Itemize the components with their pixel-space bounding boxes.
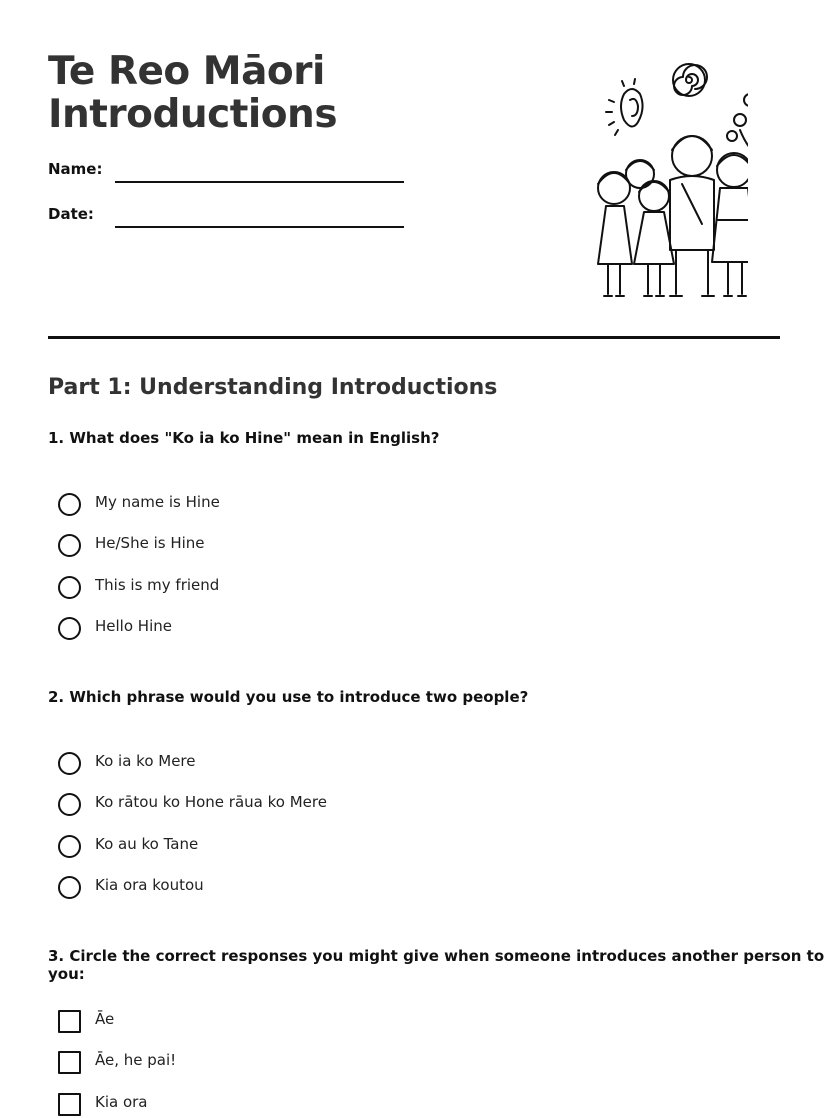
figure-girl-left: [598, 172, 632, 296]
worksheet-title: [48, 50, 337, 136]
option-label: This is my friend: [95, 576, 220, 594]
pendant-icon: [606, 79, 643, 135]
question-3: 3. Circle the correct responses you might give when someone introduces another person to you:: [48, 947, 825, 983]
name-blank-line[interactable]: [115, 181, 404, 183]
q3-option-3[interactable]: [58, 1092, 658, 1118]
option-label: Ko rātou ko Hone rāua ko Mere: [95, 793, 327, 811]
radio-button[interactable]: [58, 835, 81, 858]
q1-option-4[interactable]: [58, 616, 658, 642]
checkbox[interactable]: [58, 1051, 81, 1074]
option-label: Hello Hine: [95, 617, 172, 635]
worksheet-header: [48, 0, 780, 340]
question-1: 1. What does "Ko ia ko Hine" mean in English?: [48, 429, 440, 447]
radio-button[interactable]: [58, 576, 81, 599]
name-label: Name:: [48, 160, 103, 178]
title-line-1: Te Reo Māori: [48, 49, 325, 94]
figure-woman-right: [712, 153, 748, 296]
radio-button[interactable]: [58, 752, 81, 775]
checkbox[interactable]: [58, 1093, 81, 1116]
q3-option-1[interactable]: [58, 1009, 658, 1035]
option-label: Āe: [95, 1010, 115, 1028]
radio-button[interactable]: [58, 493, 81, 516]
date-field[interactable]: [48, 205, 408, 235]
option-label: Ko ia ko Mere: [95, 752, 196, 770]
radio-button[interactable]: [58, 617, 81, 640]
radio-button[interactable]: [58, 793, 81, 816]
q3-option-2[interactable]: [58, 1050, 658, 1076]
checkbox[interactable]: [58, 1010, 81, 1033]
q2-option-2[interactable]: [58, 792, 658, 818]
name-field[interactable]: [48, 160, 408, 190]
title-line-2: Introductions: [48, 92, 338, 137]
radio-button[interactable]: [58, 876, 81, 899]
q1-option-3[interactable]: [58, 575, 658, 601]
part-1-title: Part 1: Understanding Introductions: [48, 375, 498, 400]
option-label: Āe, he pai!: [95, 1051, 177, 1069]
q1-option-2[interactable]: [58, 533, 658, 559]
q2-option-1[interactable]: [58, 751, 658, 777]
option-label: He/She is Hine: [95, 534, 205, 552]
q2-option-4[interactable]: [58, 875, 658, 901]
family-group-illustration: [542, 60, 748, 302]
koru-spiral-icon: [673, 64, 707, 96]
option-label: Kia ora: [95, 1093, 148, 1111]
tree-icon: [727, 60, 748, 230]
radio-button[interactable]: [58, 534, 81, 557]
option-label: Ko au ko Tane: [95, 835, 199, 853]
figure-girl-mid: [634, 181, 674, 296]
q1-option-1[interactable]: [58, 492, 658, 518]
date-blank-line[interactable]: [115, 226, 404, 228]
option-label: Kia ora koutou: [95, 876, 204, 894]
header-divider: [48, 336, 780, 339]
figure-man-center: [670, 136, 714, 296]
date-label: Date:: [48, 205, 94, 223]
question-2: 2. Which phrase would you use to introduce two people?: [48, 688, 529, 706]
option-label: My name is Hine: [95, 493, 220, 511]
q2-option-3[interactable]: [58, 834, 658, 860]
